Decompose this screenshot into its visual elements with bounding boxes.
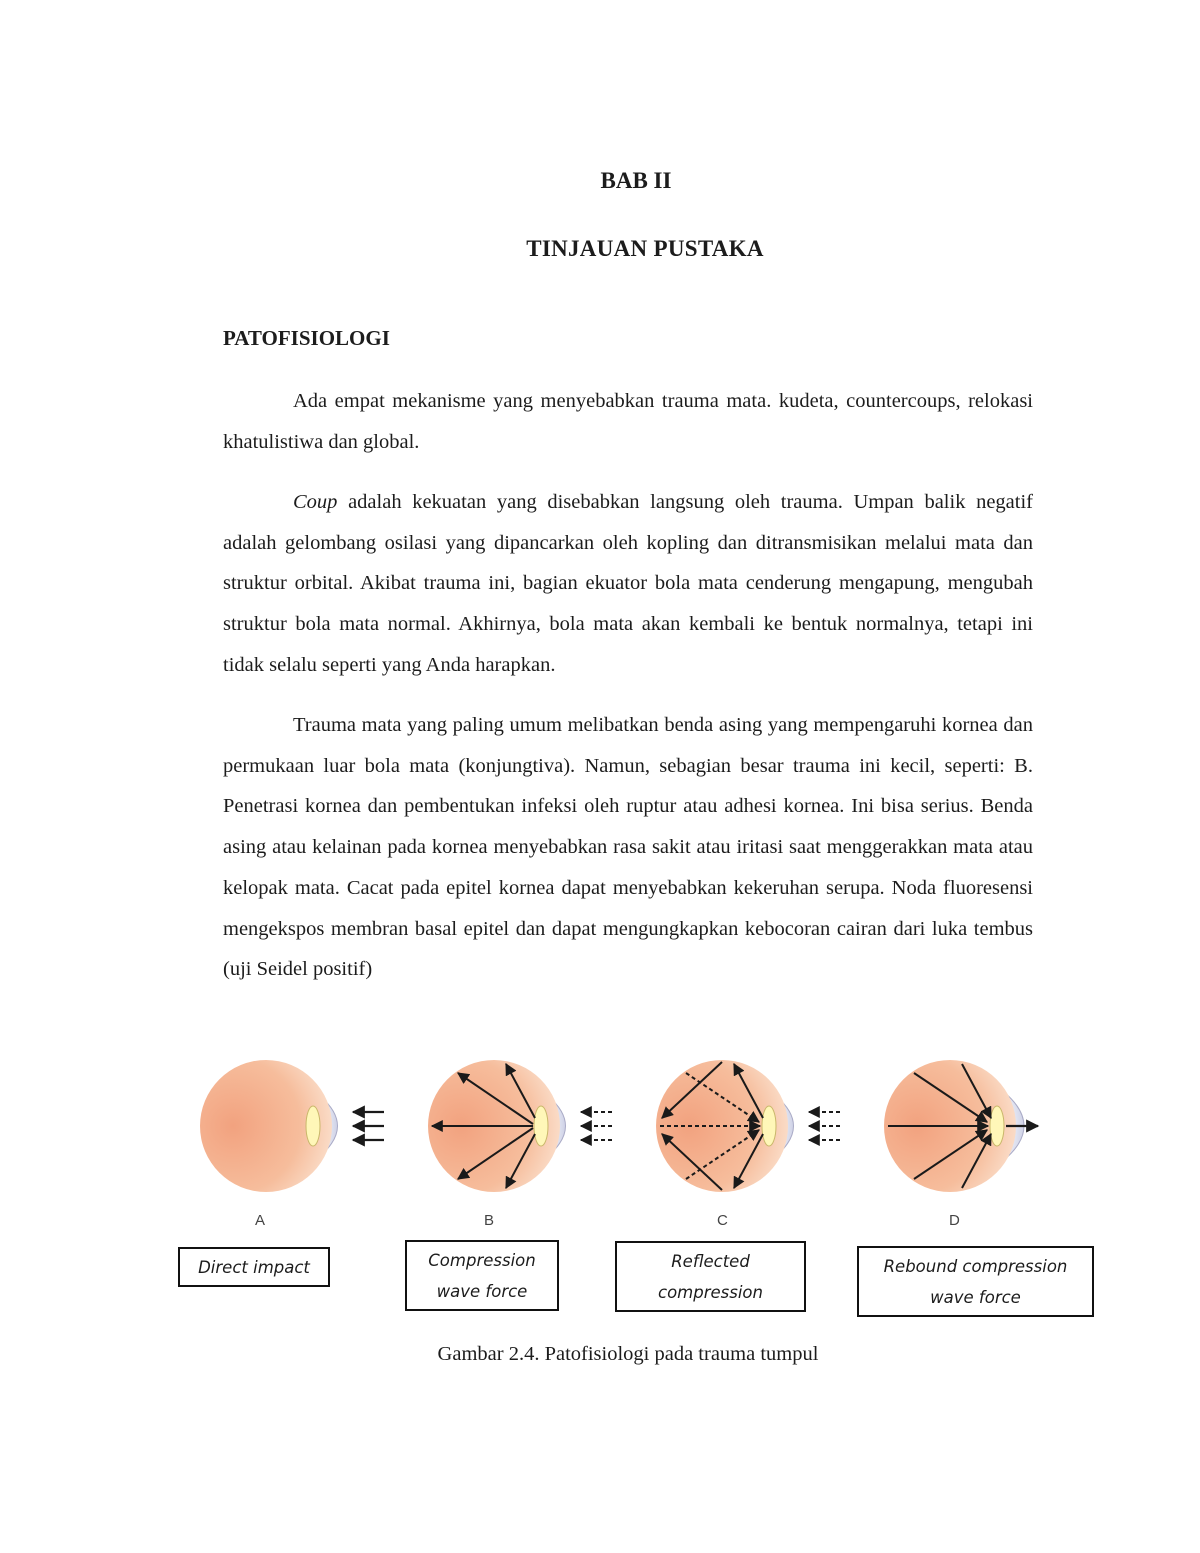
figure-caption: Gambar 2.4. Patofisiologi pada trauma tumpul [437, 1343, 819, 1365]
lens [534, 1106, 548, 1146]
label-box-line: wave force [930, 1287, 1021, 1307]
paragraph-mechanisms-text: Ada empat mekanisme yang menyebabkan trauma mata. kudeta, countercoups, relokasi khatulistiwa dan global. [223, 390, 1033, 453]
eye-c [656, 1060, 840, 1192]
label-box-line: compression [658, 1282, 763, 1302]
label-box-line: Reflected [671, 1251, 750, 1271]
label-box-line: Rebound compression [883, 1256, 1068, 1276]
section-heading: PATOFISIOLOGI [223, 326, 390, 350]
paragraph-coup [223, 482, 1033, 686]
chapter-title: TINJAUAN PUSTAKA [526, 236, 764, 261]
chapter-heading: BAB II [600, 168, 672, 193]
panel-label-a: A [255, 1212, 266, 1229]
eye-a [200, 1060, 384, 1192]
label-box-line: wave force [436, 1281, 528, 1301]
paragraph-foreign-body-text: Trauma mata yang paling umum melibatkan benda asing yang mempengaruhi kornea dan permukaan luar bola mata (konjungtiva). Namun, sebagian besar trauma ini kecil, seperti: B. Penetrasi kornea dan pembentukan infeksi oleh ruptur atau adhesi kornea. Ini bisa serius. Benda asing atau kelainan pada kornea menyebabkan rasa sakit atau iritasi saat menggerakkan mata atau kelopak mata. Cacat pada epitel kornea dapat menyebabkan kekeruhan serupa. Noda fluoresensi mengekspos membran basal epitel dan dapat mengungkapkan kebocoran cairan dari luka tembus (uji Seidel positif) [223, 714, 1033, 981]
coup-term: Coup [293, 491, 338, 513]
eye-diagram [170, 1048, 1110, 1218]
paragraph-mechanisms [223, 381, 1033, 462]
panel-label-c: C [717, 1212, 728, 1229]
label-box-compression [405, 1240, 559, 1311]
panel-label-b: B [484, 1212, 495, 1229]
eye-b [428, 1060, 612, 1192]
lens [306, 1106, 320, 1146]
label-box-line: Direct impact [198, 1257, 310, 1277]
panel-label-d: D [949, 1212, 960, 1229]
lens [990, 1106, 1004, 1146]
label-box-rebound [857, 1246, 1094, 1317]
eye-trauma-figure [170, 1048, 1110, 1348]
eye-d [884, 1060, 1038, 1192]
lens [762, 1106, 776, 1146]
label-box-direct-impact [178, 1247, 330, 1287]
label-box-line: Compression [428, 1250, 536, 1270]
label-box-reflected [615, 1241, 806, 1312]
paragraph-coup-text: adalah kekuatan yang disebabkan langsung oleh trauma. Umpan balik negatif adalah gelombang osilasi yang dipancarkan oleh kopling dan ditransmisikan melalui mata dan struktur orbital. Akibat trauma ini, bagian ekuator bola mata cenderung mengapung, mengubah struktur bola mata normal. Akhirnya, bola mata akan kembali ke bentuk normalnya, tetapi ini tidak selalu seperti yang Anda harapkan. [223, 491, 1033, 676]
paragraph-foreign-body [223, 705, 1033, 990]
